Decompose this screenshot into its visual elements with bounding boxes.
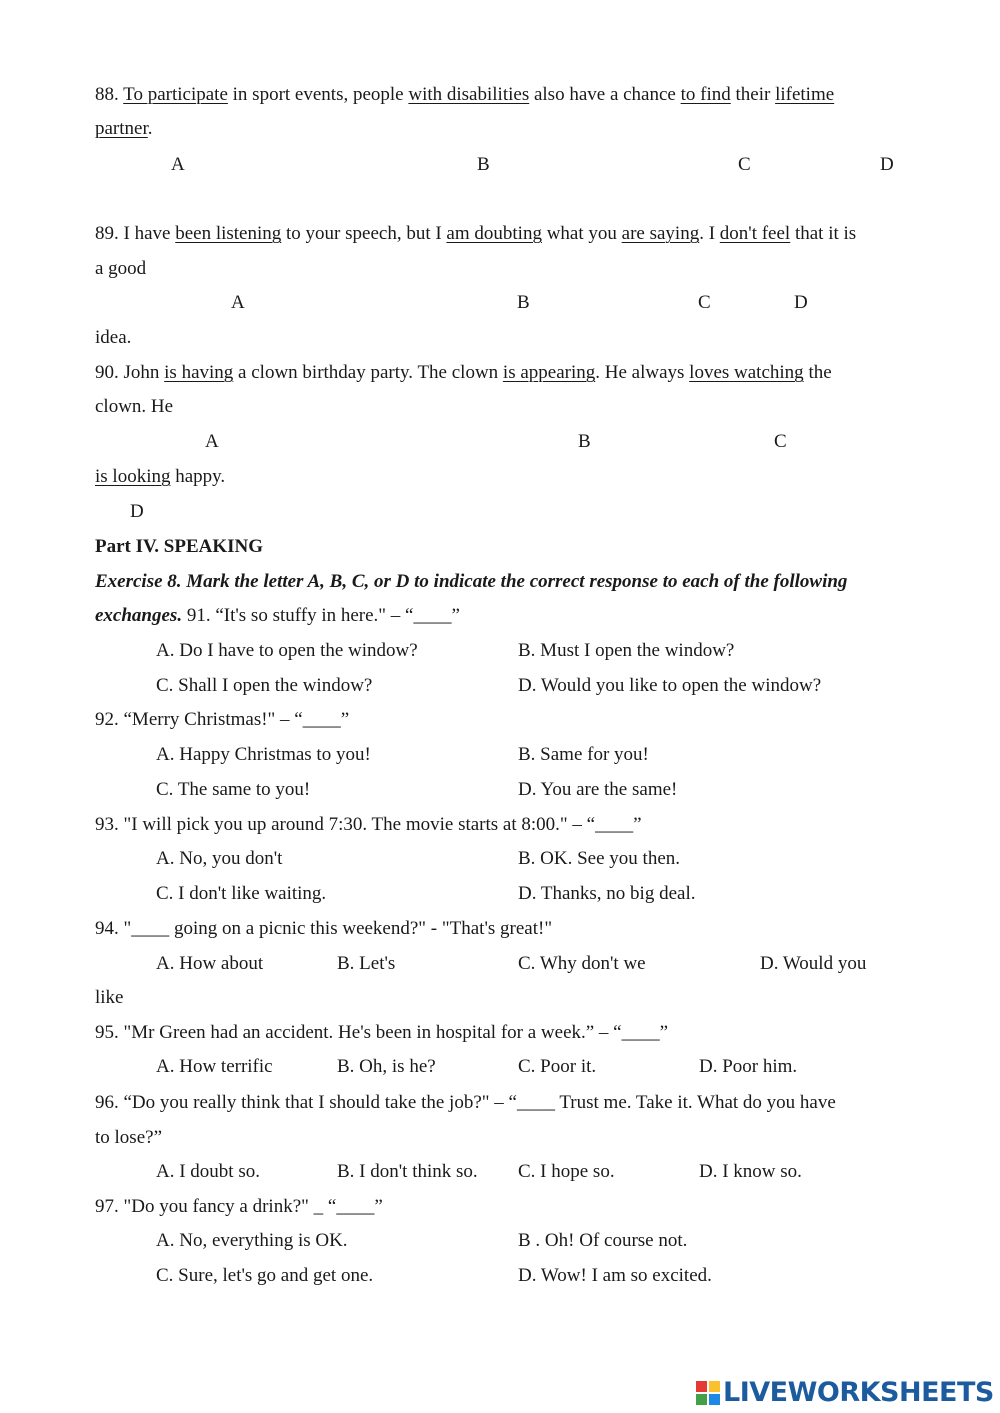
q90-seg: the <box>803 362 832 383</box>
q88-line-1 <box>95 84 834 106</box>
logo-square <box>696 1394 707 1405</box>
q89-seg: . I <box>699 223 720 244</box>
q97-option-b[interactable]: B . Oh! Of course not. <box>518 1230 688 1251</box>
liveworksheets-text: LIVEWORKSHEETS <box>723 1377 994 1408</box>
q95-option-c[interactable]: C. Poor it. <box>518 1056 597 1077</box>
q89-seg: what you <box>541 223 622 244</box>
q88-seg: in sport events, people <box>227 84 409 105</box>
q89-label-a: A <box>231 292 245 313</box>
q96-prompt-cont: to lose?” <box>95 1127 163 1148</box>
q88-line-2 <box>95 118 153 140</box>
q91-option-c[interactable]: C. Shall I open the window? <box>156 675 373 696</box>
q95-prompt: 95. "Mr Green had an accident. He's been in hospital for a week.” – “____” <box>95 1022 669 1043</box>
q89-line-3: idea. <box>95 327 132 348</box>
q91-prompt-line <box>95 605 460 627</box>
q89-underlined-d: don't feel <box>719 223 791 244</box>
q90-seg: 90. John <box>95 362 165 383</box>
q88-label-d: D <box>880 154 894 175</box>
q92-option-c[interactable]: C. The same to you! <box>156 779 311 800</box>
exercise-instruction: Exercise 8. Mark the letter A, B, C, or D to indicate the correct response to each of the following <box>95 571 848 592</box>
q88-label-c: C <box>738 154 751 175</box>
q93-option-a[interactable]: A. No, you don't <box>156 848 283 869</box>
q92-option-b[interactable]: B. Same for you! <box>518 744 649 765</box>
q88-underlined-b: with disabilities <box>408 84 530 105</box>
q92-option-d[interactable]: D. You are the same! <box>518 779 678 800</box>
q96-option-c[interactable]: C. I hope so. <box>518 1161 615 1182</box>
logo-square <box>709 1381 720 1392</box>
q88-underlined-d-cont: partner <box>95 118 148 139</box>
liveworksheets-logo-icon <box>696 1381 720 1405</box>
q88-underlined-a: To participate <box>123 84 228 105</box>
q89-label-d: D <box>794 292 808 313</box>
q90-label-d: D <box>130 501 144 522</box>
logo-square <box>709 1394 720 1405</box>
q88-seg: their <box>730 84 776 105</box>
q91-option-d[interactable]: D. Would you like to open the window? <box>518 675 822 696</box>
q91-option-b[interactable]: B. Must I open the window? <box>518 640 735 661</box>
q89-line-1 <box>95 223 856 245</box>
exercise-instruction-end: exchanges. <box>95 605 183 626</box>
q90-underlined-c: loves watching <box>689 362 804 383</box>
q88-seg: also have a chance <box>529 84 681 105</box>
section-heading: Part IV. SPEAKING <box>95 536 264 557</box>
q90-underlined-a: is having <box>164 362 234 383</box>
q88-underlined-d: lifetime <box>775 84 835 105</box>
q93-option-c[interactable]: C. I don't like waiting. <box>156 883 327 904</box>
q89-seg: 89. I have <box>95 223 176 244</box>
q94-option-a[interactable]: A. How about <box>156 953 264 974</box>
q90-label-b: B <box>578 431 591 452</box>
q95-option-d[interactable]: D. Poor him. <box>699 1056 798 1077</box>
q97-prompt: 97. "Do you fancy a drink?" _ “____” <box>95 1196 383 1217</box>
q94-option-d-wrap: like <box>95 987 124 1008</box>
q93-prompt: 93. "I will pick you up around 7:30. The movie starts at 8:00." – “____” <box>95 814 642 835</box>
q95-option-a[interactable]: A. How terrific <box>156 1056 273 1077</box>
q90-underlined-b: is appearing <box>502 362 596 383</box>
q94-prompt: 94. "____ going on a picnic this weekend?" - "That's great!" <box>95 918 553 939</box>
q92-option-a[interactable]: A. Happy Christmas to you! <box>156 744 371 765</box>
q90-line-2: clown. He <box>95 396 174 417</box>
q89-underlined-a: been listening <box>175 223 282 244</box>
q95-option-b[interactable]: B. Oh, is he? <box>337 1056 436 1077</box>
q91-option-a[interactable]: A. Do I have to open the window? <box>156 640 418 661</box>
q88-seg: 88. <box>95 84 124 105</box>
q94-option-c[interactable]: C. Why don't we <box>518 953 646 974</box>
q89-underlined-c: are saying <box>621 223 700 244</box>
q94-option-d[interactable]: D. Would you <box>760 953 867 974</box>
q94-option-b[interactable]: B. Let's <box>337 953 396 974</box>
q88-underlined-c: to find <box>680 84 731 105</box>
q90-label-c: C <box>774 431 787 452</box>
q97-option-a[interactable]: A. No, everything is OK. <box>156 1230 348 1251</box>
q90-line-1 <box>95 362 832 384</box>
q90-underlined-d: is looking <box>95 466 171 487</box>
q88-label-b: B <box>477 154 490 175</box>
q89-label-c: C <box>698 292 711 313</box>
q96-prompt: 96. “Do you really think that I should take the job?" – “____ Trust me. Take it. What do you have <box>95 1092 836 1113</box>
q91-prompt: 91. “It's so stuffy in here." – “____” <box>182 605 460 626</box>
q89-seg: to your speech, but I <box>281 223 447 244</box>
q89-underlined-b: am doubting <box>446 223 542 244</box>
q93-option-b[interactable]: B. OK. See you then. <box>518 848 681 869</box>
q90-seg: a clown birthday party. The clown <box>233 362 503 383</box>
q97-option-c[interactable]: C. Sure, let's go and get one. <box>156 1265 374 1286</box>
logo-square <box>696 1381 707 1392</box>
q90-seg: happy. <box>170 466 226 487</box>
q88-label-a: A <box>171 154 185 175</box>
q90-line-3 <box>95 466 225 488</box>
q96-option-b[interactable]: B. I don't think so. <box>337 1161 478 1182</box>
q93-option-d[interactable]: D. Thanks, no big deal. <box>518 883 696 904</box>
q92-prompt: 92. “Merry Christmas!" – “____” <box>95 709 350 730</box>
liveworksheets-watermark <box>696 1379 994 1407</box>
q89-label-b: B <box>517 292 530 313</box>
q89-line-2: a good <box>95 258 147 279</box>
q89-seg: that it is <box>790 223 857 244</box>
q90-seg: . He always <box>595 362 690 383</box>
q97-option-d[interactable]: D. Wow! I am so excited. <box>518 1265 712 1286</box>
q90-label-a: A <box>205 431 219 452</box>
q88-period: . <box>147 118 153 139</box>
q96-option-d[interactable]: D. I know so. <box>699 1161 802 1182</box>
q96-option-a[interactable]: A. I doubt so. <box>156 1161 260 1182</box>
